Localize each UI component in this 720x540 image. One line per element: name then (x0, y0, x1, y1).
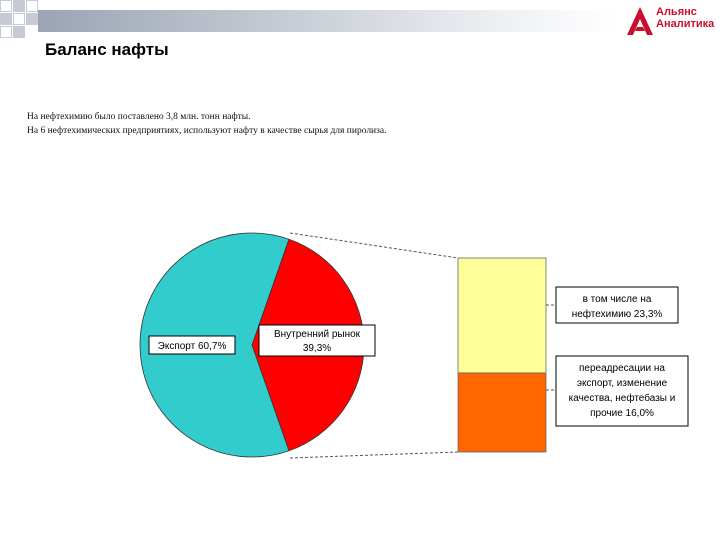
note-line-2: На 6 нефтехимических предприятиях, используют нафту в качестве сырья для пиролиза. (27, 126, 387, 136)
domestic-label-line-2: 39,3% (302, 343, 332, 354)
logo-line-1: Альянс (656, 6, 697, 18)
connector-line-bottom (290, 452, 458, 458)
other-label-line-4: прочие 16,0% (590, 408, 654, 419)
petrochem-label-line-2: нефтехимию 23,3% (571, 309, 663, 320)
page-title: Баланс нафты (45, 40, 169, 59)
petrochem-label-line-1: в том числе на (582, 294, 652, 305)
breakdown-segment-other (458, 373, 546, 452)
other-label-line-2: экспорт, изменение (576, 378, 668, 389)
breakdown-segment-petrochem (458, 258, 546, 373)
logo-line-2: Аналитика (656, 18, 715, 30)
note-line-1: На нефтехимию было поставлено 3,8 млн. тонн нафты. (27, 112, 251, 122)
other-label-line-3: качества, нефтебазы и (568, 393, 676, 404)
other-label-line-1: переадресации на (579, 363, 665, 374)
export-label: Экспорт 60,7% (157, 341, 227, 352)
domestic-label-line-1: Внутренний рынок (273, 329, 361, 340)
